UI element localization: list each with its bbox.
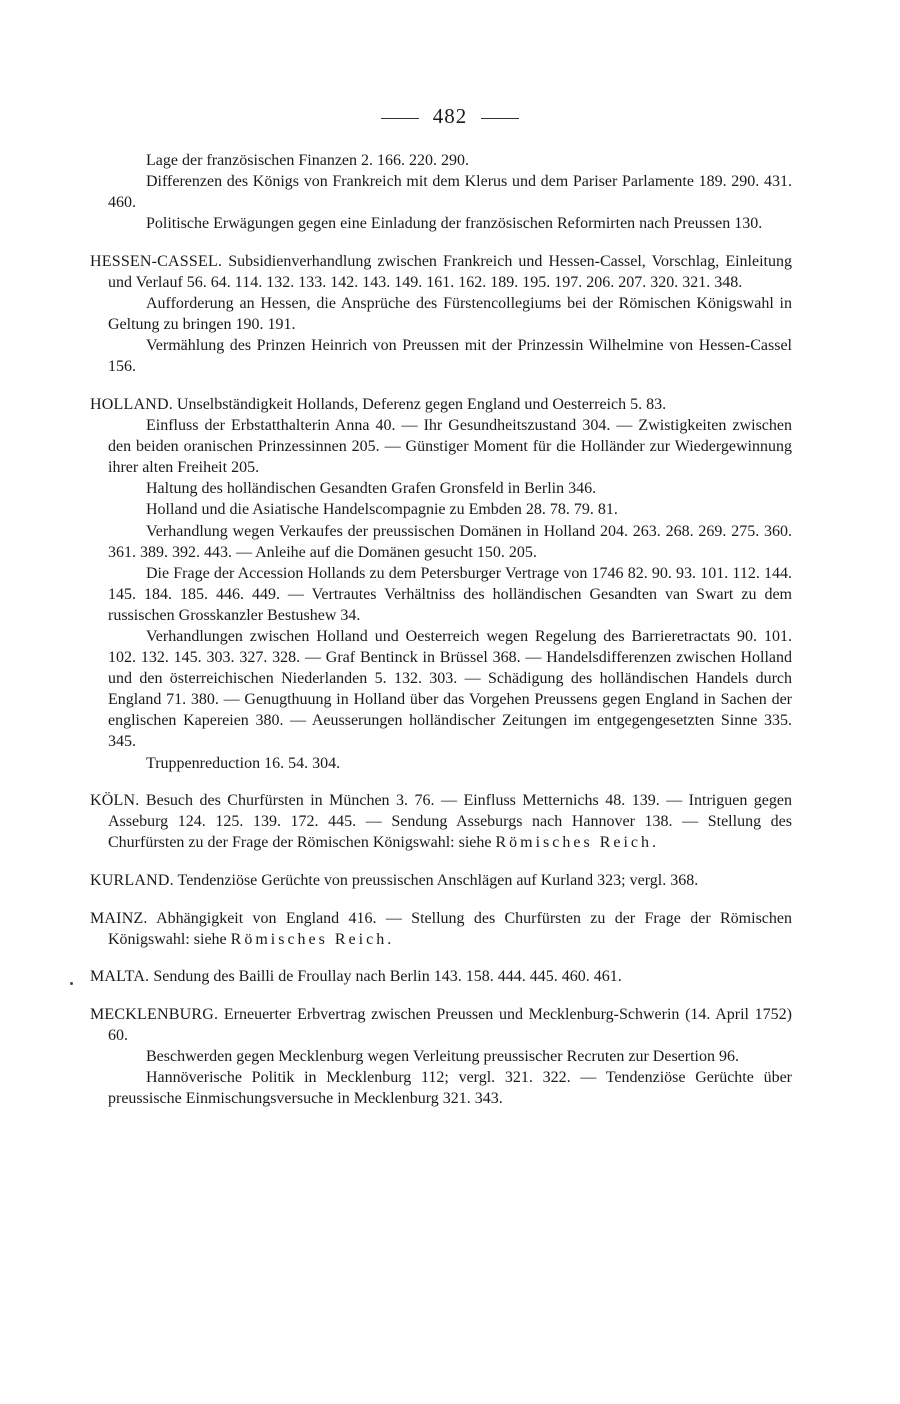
cross-reference: Römisches Reich bbox=[230, 930, 388, 948]
index-paragraph: Haltung des holländischen Gesandten Grafen Gronsfeld in Berlin 346. bbox=[146, 480, 597, 498]
index-paragraph: Beschwerden gegen Mecklenburg wegen Verleitung preussischer Recruten zur Desertion 96. bbox=[146, 1047, 739, 1065]
index-entry bbox=[90, 870, 792, 891]
index-paragraph: Holland und die Asiatische Handelscompagnie zu Embden 28. 78. 79. 81. bbox=[146, 501, 618, 519]
index-block-kurland bbox=[90, 870, 792, 891]
index-paragraph: Verhandlung wegen Verkaufes der preussischen Domänen in Holland 204. 263. 268. 269. 275. 360. 361. 389. 392. 443. — Anleihe auf die Domänen gesucht 150. 205. bbox=[108, 522, 792, 561]
index-entry bbox=[90, 908, 792, 950]
index-entry bbox=[90, 394, 792, 415]
entry-text-end: . bbox=[652, 834, 657, 852]
index-paragraph: Truppenreduction 16. 54. 304. bbox=[146, 754, 341, 772]
index-block-holland bbox=[90, 394, 792, 774]
index-paragraph: Aufforderung an Hessen, die Ansprüche des Fürstencollegiums bei der Römischen Königswahl in Geltung zu bringen 190. 191. bbox=[108, 295, 792, 334]
page-number: 482 bbox=[432, 104, 468, 128]
index-paragraph: Vermählung des Prinzen Heinrich von Preussen mit der Prinzessin Wilhelmine von Hessen-Cassel 156. bbox=[108, 337, 792, 376]
header-dash-right bbox=[481, 118, 519, 119]
index-entry bbox=[90, 1004, 792, 1046]
index-content bbox=[90, 150, 792, 1109]
entry-text: Unselbständigkeit Hollands, Deferenz gegen England und Oesterreich 5. 83. bbox=[176, 395, 667, 413]
index-paragraph: Hannöverische Politik in Mecklenburg 112; vergl. 321. 322. — Tendenziöse Gerüchte über preussische Einmischungsversuche in Mecklenburg 321. 343. bbox=[108, 1069, 792, 1108]
index-block-frankreich-continued bbox=[90, 150, 792, 234]
index-paragraph: Einfluss der Erbstatthalterin Anna 40. — Ihr Gesundheitszustand 304. — Zwistigkeiten zwischen den beiden oranischen Prinzessinnen 205. — Günstiger Moment für die Holländer zur Wiedergewinnung ihrer alten Freiheit 205. bbox=[108, 417, 792, 477]
index-paragraph: Die Frage der Accession Hollands zu dem Petersburger Vertrage von 1746 82. 90. 93. 101. 112. 144. 145. 184. 185. 446. 449. — Vertrautes Verhältniss des holländischen Gesandten van Swart zu dem russischen Grosskanzler Bestushew 34. bbox=[108, 564, 792, 624]
index-block-malta bbox=[90, 966, 792, 987]
cross-reference: Römisches Reich bbox=[495, 834, 653, 852]
index-block-mainz bbox=[90, 908, 792, 950]
entry-heading: MECKLENBURG. bbox=[90, 1005, 219, 1023]
page-header bbox=[0, 104, 900, 129]
index-entry bbox=[90, 966, 792, 987]
entry-text: Erneuerter Erbvertrag zwischen Preussen und Mecklenburg-Schwerin (14. April 1752) 60. bbox=[108, 1005, 792, 1044]
entry-heading: KÖLN. bbox=[90, 792, 140, 810]
entry-text-end: . bbox=[387, 930, 392, 948]
index-paragraph: Politische Erwägungen gegen eine Einladung der französischen Reformirten nach Preussen 130. bbox=[146, 215, 763, 233]
entry-text: Tendenziöse Gerüchte von preussischen Anschlägen auf Kurland 323; vergl. 368. bbox=[177, 871, 699, 889]
entry-text: Subsidienverhandlung zwischen Frankreich und Hessen-Cassel, Vorschlag, Einleitung und Verlauf 56. 64. 114. 132. 133. 142. 143. 149. 161. 162. 189. 195. 197. 206. 207. 320. 321. 348. bbox=[108, 252, 792, 291]
index-block-mecklenburg bbox=[90, 1004, 792, 1109]
index-block-koeln bbox=[90, 790, 792, 853]
margin-speck bbox=[70, 982, 73, 985]
index-paragraph: Lage der französischen Finanzen 2. 166. 220. 290. bbox=[146, 152, 470, 169]
entry-text: Abhängigkeit von England 416. — Stellung des Churfürsten zu der Frage der Römischen Königswahl: siehe bbox=[108, 909, 792, 948]
entry-heading: MALTA. bbox=[90, 968, 150, 986]
index-paragraph: Differenzen des Königs von Frankreich mit dem Klerus und dem Pariser Parlamente 189. 290. 431. 460. bbox=[108, 173, 792, 212]
entry-heading: HOLLAND. bbox=[90, 395, 173, 413]
index-entry bbox=[90, 790, 792, 853]
header-dash-left bbox=[381, 118, 419, 119]
index-paragraph: Verhandlungen zwischen Holland und Oesterreich wegen Regelung des Barrieretractats 90. 101. 102. 132. 145. 303. 327. 328. — Graf Bentinck in Brüssel 368. — Handelsdifferenzen zwischen Holland und den österreichischen Niederlanden 5. 132. 303. — Schädigung des holländischen Handels durch England 71. 380. — Genugthuung in Holland über das Vorgehen Preussens gegen England in Sachen der englischen Kapereien 380. — Aeusserungen holländischer Zeitungen im entgegengesetzten Sinne 335. 345. bbox=[108, 627, 792, 751]
entry-heading: KURLAND. bbox=[90, 871, 174, 889]
entry-text: Sendung des Bailli de Froullay nach Berlin 143. 158. 444. 445. 460. 461. bbox=[153, 968, 622, 986]
entry-heading: MAINZ. bbox=[90, 909, 148, 927]
entry-text: Besuch des Churfürsten in München 3. 76. — Einfluss Metternichs 48. 139. — Intriguen gegen Asseburg 124. 125. 139. 172. 445. — Sendung Asseburgs nach Hannover 138. — Stellung des Churfürsten zu der Frage der Römischen Königswahl: siehe bbox=[108, 792, 793, 852]
index-block-hessen-cassel bbox=[90, 251, 792, 378]
entry-heading: HESSEN-CASSEL. bbox=[90, 252, 223, 270]
index-entry bbox=[90, 251, 792, 293]
